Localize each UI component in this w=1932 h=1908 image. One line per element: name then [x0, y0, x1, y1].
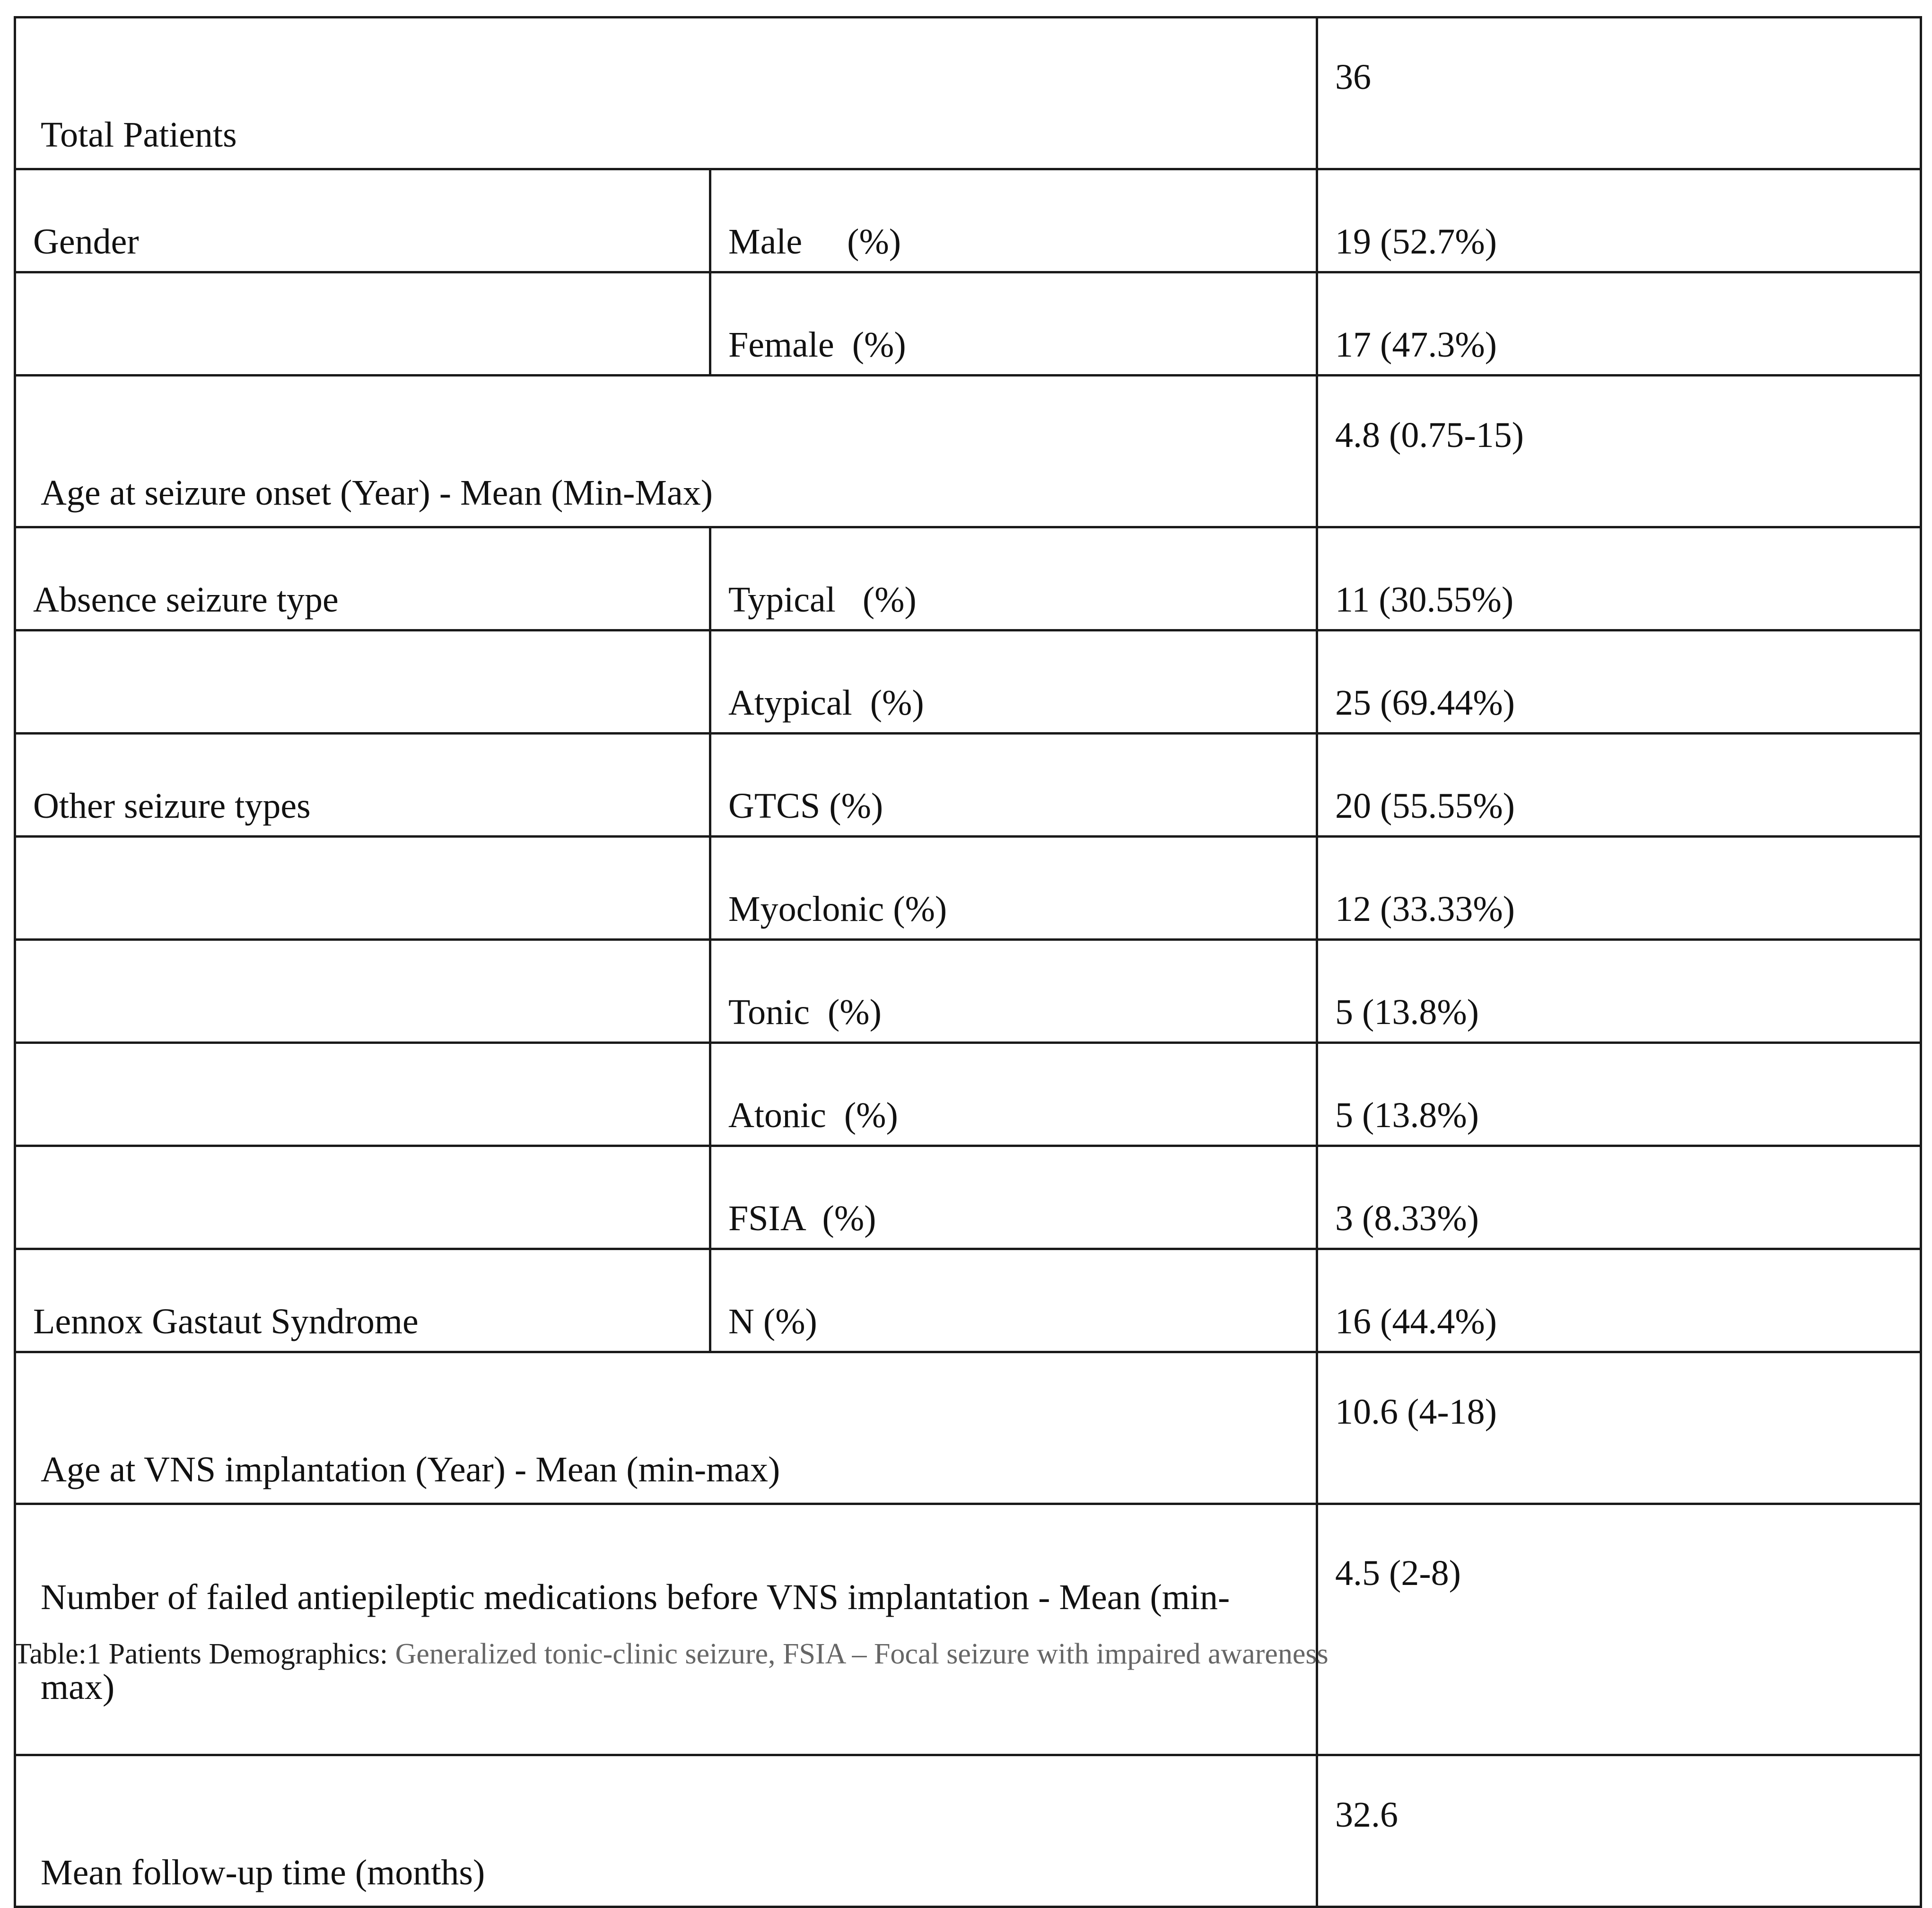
row-sublabel: Tonic (%) — [710, 940, 1317, 1043]
table-row — [15, 376, 1921, 527]
row-value: 20 (55.55%) — [1317, 734, 1921, 837]
table-row — [15, 18, 1921, 169]
row-label: Age at VNS implantation (Year) - Mean (min-max) — [15, 1352, 1317, 1504]
row-label: Age at seizure onset (Year) - Mean (Min-Max) — [15, 376, 1317, 527]
table-row — [15, 527, 1921, 630]
table-row — [15, 630, 1921, 734]
row-value: 16 (44.4%) — [1317, 1249, 1921, 1352]
table-row — [15, 1146, 1921, 1249]
demographics-table — [14, 16, 1922, 1908]
row-label: Total Patients — [15, 18, 1317, 169]
row-value: 5 (13.8%) — [1317, 1043, 1921, 1146]
row-value: 19 (52.7%) — [1317, 169, 1921, 272]
row-value: 25 (69.44%) — [1317, 630, 1921, 734]
table-row — [15, 837, 1921, 940]
table-row — [15, 169, 1921, 272]
row-value: 36 — [1317, 18, 1921, 169]
row-value: 17 (47.3%) — [1317, 272, 1921, 376]
row-sublabel: Female (%) — [710, 272, 1317, 376]
caption-text: Generalized tonic-clinic seizure, FSIA – Focal seizure with impaired awareness — [395, 1638, 1329, 1670]
table-row — [15, 1755, 1921, 1907]
row-value: 10.6 (4-18) — [1317, 1352, 1921, 1504]
table-row — [15, 1043, 1921, 1146]
table-row — [15, 1249, 1921, 1352]
row-value: 4.8 (0.75-15) — [1317, 376, 1921, 527]
table-row — [15, 734, 1921, 837]
row-label: Mean follow-up time (months) — [15, 1755, 1317, 1907]
row-value: 32.6 — [1317, 1755, 1921, 1907]
row-sublabel: Atonic (%) — [710, 1043, 1317, 1146]
caption-label: Table:1 Patients Demographics: — [14, 1638, 395, 1670]
row-label — [15, 1146, 710, 1249]
row-value: 5 (13.8%) — [1317, 940, 1921, 1043]
row-label — [15, 272, 710, 376]
row-sublabel: GTCS (%) — [710, 734, 1317, 837]
table-caption — [14, 1637, 1329, 1671]
row-label: Lennox Gastaut Syndrome — [15, 1249, 710, 1352]
row-sublabel: Atypical (%) — [710, 630, 1317, 734]
row-value: 11 (30.55%) — [1317, 527, 1921, 630]
row-value: 12 (33.33%) — [1317, 837, 1921, 940]
table-row — [15, 1352, 1921, 1504]
row-label: Other seizure types — [15, 734, 710, 837]
row-label: Absence seizure type — [15, 527, 710, 630]
row-label — [15, 1043, 710, 1146]
row-label — [15, 630, 710, 734]
row-sublabel: N (%) — [710, 1249, 1317, 1352]
row-label — [15, 940, 710, 1043]
table-row — [15, 272, 1921, 376]
table-row — [15, 1504, 1921, 1755]
row-label: Number of failed antiepileptic medications before VNS implantation - Mean (min-max) — [15, 1504, 1317, 1755]
row-value: 4.5 (2-8) — [1317, 1504, 1921, 1755]
row-label — [15, 837, 710, 940]
row-sublabel: Male (%) — [710, 169, 1317, 272]
demographics-table-container — [14, 16, 1920, 1908]
row-value: 3 (8.33%) — [1317, 1146, 1921, 1249]
table-row — [15, 940, 1921, 1043]
row-sublabel: Myoclonic (%) — [710, 837, 1317, 940]
row-sublabel: Typical (%) — [710, 527, 1317, 630]
row-sublabel: FSIA (%) — [710, 1146, 1317, 1249]
row-label: Gender — [15, 169, 710, 272]
